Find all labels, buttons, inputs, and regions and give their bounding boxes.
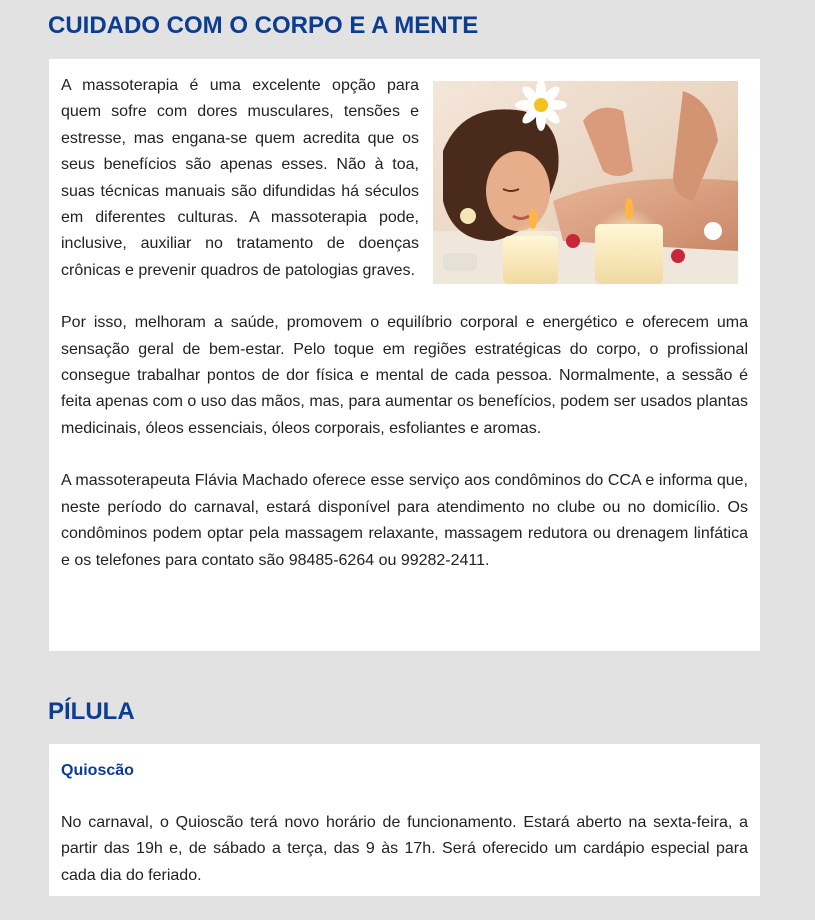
subtitle-quioscao: Quioscão (61, 762, 134, 779)
section-title-massage: CUIDADO COM O CORPO E A MENTE (48, 12, 479, 39)
paragraph-quioscao: No carnaval, o Quioscão terá novo horário de funcionamento. Estará aberto na sexta-feira, a partir das 19h e, de sábado a terça, das 9 às 17h. Será oferecido um cardápio especial para cada dia do feriado. (61, 814, 748, 884)
section-title-pilula: PÍLULA (48, 698, 135, 725)
massage-photo-icon (433, 81, 738, 284)
paragraph-massage-intro: A massoterapia é uma excelente opção para quem sofre com dores musculares, tensões e estresse, mas engana-se quem acredita que os seus benefícios são apenas esses. Não à toa, suas técnicas manuais são difundidas há séculos em diferentes culturas. A massoterapia pode, inclusive, auxiliar no tratamento de doenças crônicas e prevenir quadros de patologias graves. (61, 77, 419, 279)
article-card-pilula (49, 744, 760, 896)
paragraph-massage-contact: A massoterapeuta Flávia Machado oferece esse serviço aos condôminos do CCA e informa que, neste período do carnaval, estará disponível para atendimento no clube ou no domicílio. Os condôminos podem optar pela massagem relaxante, massagem redutora ou drenagem linfática e os telefones para contato são 98485-6264 ou 99282-2411. (61, 472, 748, 569)
article-card-massage (49, 59, 760, 651)
paragraph-massage-benefits: Por isso, melhoram a saúde, promovem o equilíbrio corporal e energético e oferecem uma sensação geral de bem-estar. Pelo toque em regiões estratégicas do corpo, o profissional consegue trabalhar pontos de dor física e mental de cada pessoa. Normalmente, a sessão é feita apenas com o uso das mãos, mas, para aumentar os benefícios, podem ser usados plantas medicinais, óleos essenciais, óleos corporais, esfoliantes e aromas. (61, 314, 748, 437)
